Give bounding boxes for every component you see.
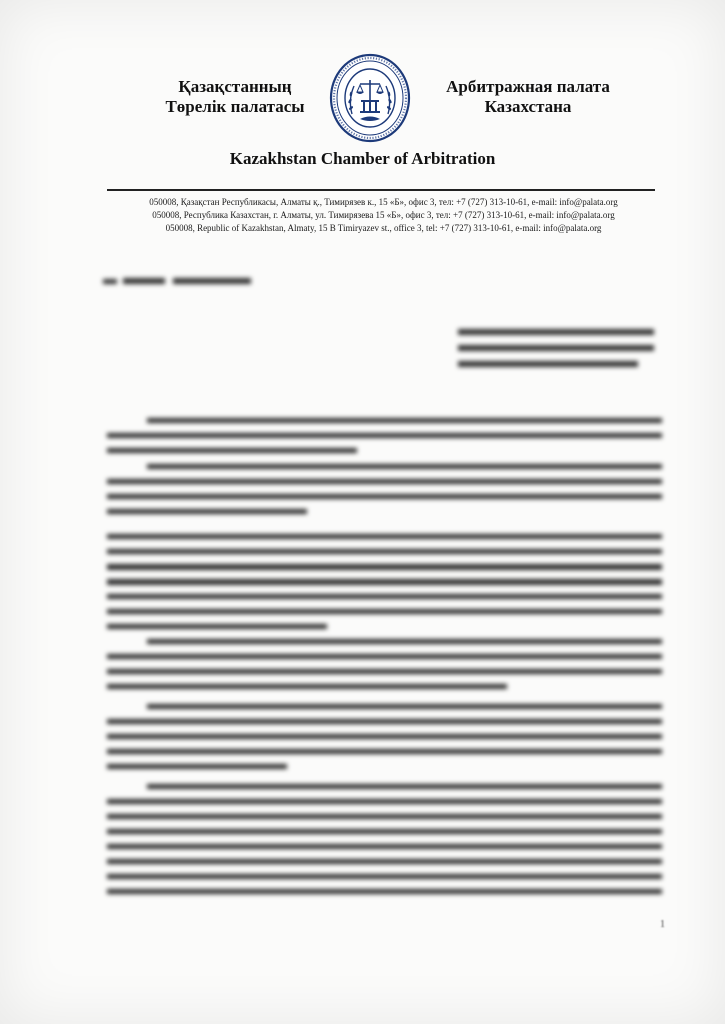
header-russian-line1: Арбитражная палата <box>446 77 610 96</box>
address-russian: 050008, Республика Казахстан, г. Алматы, ул. Тимирязева 15 «Б», офис 3, тел: +7 (727) 313-10-61, e-mail: info@palata.org <box>152 210 615 220</box>
header-divider <box>107 189 655 191</box>
address-kazakh: 050008, Қазақстан Республикасы, Алматы қ., Тимирязев к., 15 «Б», офис 3, тел: +7 (727) 313-10-61, e-mail: info@palata.org <box>149 197 618 207</box>
blurred-body-strokes <box>107 414 662 904</box>
header-russian-name <box>433 77 623 117</box>
chamber-emblem-logo <box>328 52 412 144</box>
header-kazakh-line1: Қазақстанның <box>178 77 292 96</box>
page-number: 1 <box>660 919 665 930</box>
blurred-reference-strokes <box>103 274 273 288</box>
header-kazakh-name <box>160 77 310 117</box>
header-russian-line2: Казахстана <box>484 97 572 116</box>
outgoing-reference-blurred <box>103 274 273 291</box>
address-english: 050008, Republic of Kazakhstan, Almaty, 15 B Timiryazev st., office 3, tel: +7 (727) 313-10-61, e-mail: info@palata.org <box>165 223 602 233</box>
addressee-block-blurred <box>458 326 658 378</box>
header-kazakh-line2: Төрелік палатасы <box>165 97 305 116</box>
letter-body-blurred <box>107 414 662 910</box>
blurred-addressee-strokes <box>458 326 658 374</box>
header-english-name: Kazakhstan Chamber of Arbitration <box>229 149 496 168</box>
